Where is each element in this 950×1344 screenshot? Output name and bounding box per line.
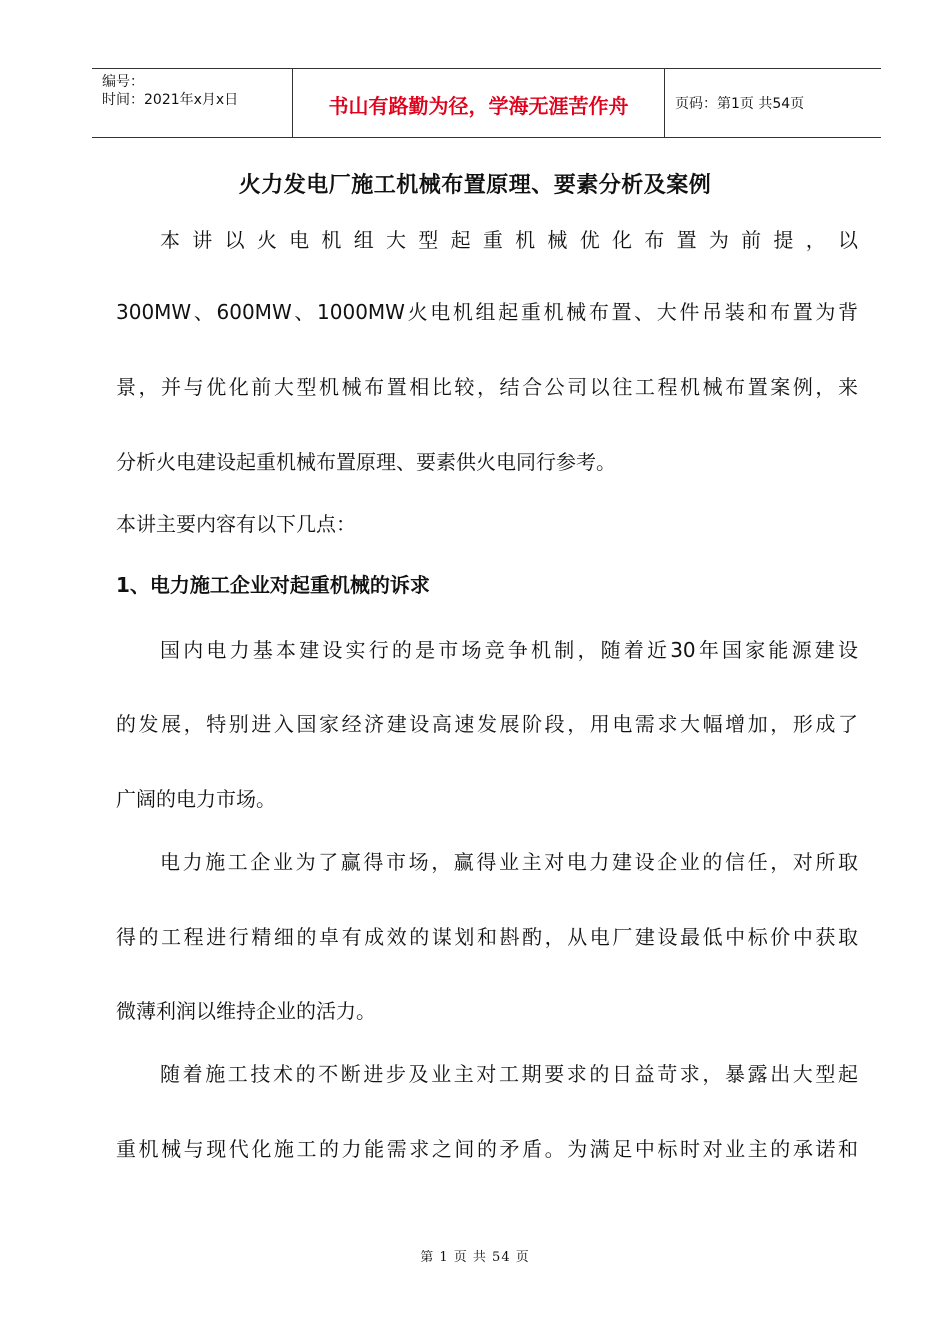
paragraph-line: 的发展，特别进入国家经济建设高速发展阶段，用电需求大幅增加，形成了 (116, 712, 858, 736)
paragraph-line: 分析火电建设起重机械布置原理、要素供火电同行参考。 (116, 450, 616, 474)
paragraph-line: 得的工程进行精细的卓有成效的谋划和斟酌，从电厂建设最低中标价中获取 (116, 925, 858, 949)
paragraph-line: 微薄利润以维持企业的活力。 (116, 999, 376, 1023)
paragraph-line: 随着施工技术的不断进步及业主对工期要求的日益苛求，暴露出大型起 (160, 1062, 858, 1086)
paragraph-line: 重机械与现代化施工的力能需求之间的矛盾。为满足中标时对业主的承诺和 (116, 1137, 858, 1161)
section-heading: 1、电力施工企业对起重机械的诉求 (116, 573, 430, 597)
paragraph-line: 国内电力基本建设实行的是市场竞争机制，随着近30年国家能源建设 (160, 638, 858, 662)
header-meta-cell (92, 69, 293, 137)
paragraph-line: 300MW、600MW、1000MW火电机组起重机械布置、大件吊装和布置为背 (116, 300, 858, 324)
number-label: 编号： (102, 74, 144, 90)
page-footer: 第 1 页 共 54 页 (420, 1250, 530, 1265)
time-label: 时间：2021年x月x日 (102, 92, 239, 108)
header-table (92, 68, 881, 138)
header-motto: 书山有路勤为径，学海无涯苦作舟 (293, 69, 665, 137)
document-title: 火力发电厂施工机械布置原理、要素分析及案例 (238, 173, 712, 198)
paragraph-line: 景，并与优化前大型机械布置相比较，结合公司以往工程机械布置案例，来 (116, 375, 858, 399)
paragraph-line: 本讲以火电机组大型起重机械优化布置为前提，以 (160, 228, 858, 252)
header-page-info: 页码：第1页 共54页 (675, 96, 805, 112)
paragraph-line: 广阔的电力市场。 (116, 787, 276, 811)
paragraph-line: 本讲主要内容有以下几点： (116, 512, 356, 536)
paragraph-line: 电力施工企业为了赢得市场，赢得业主对电力建设企业的信任，对所取 (160, 850, 858, 874)
